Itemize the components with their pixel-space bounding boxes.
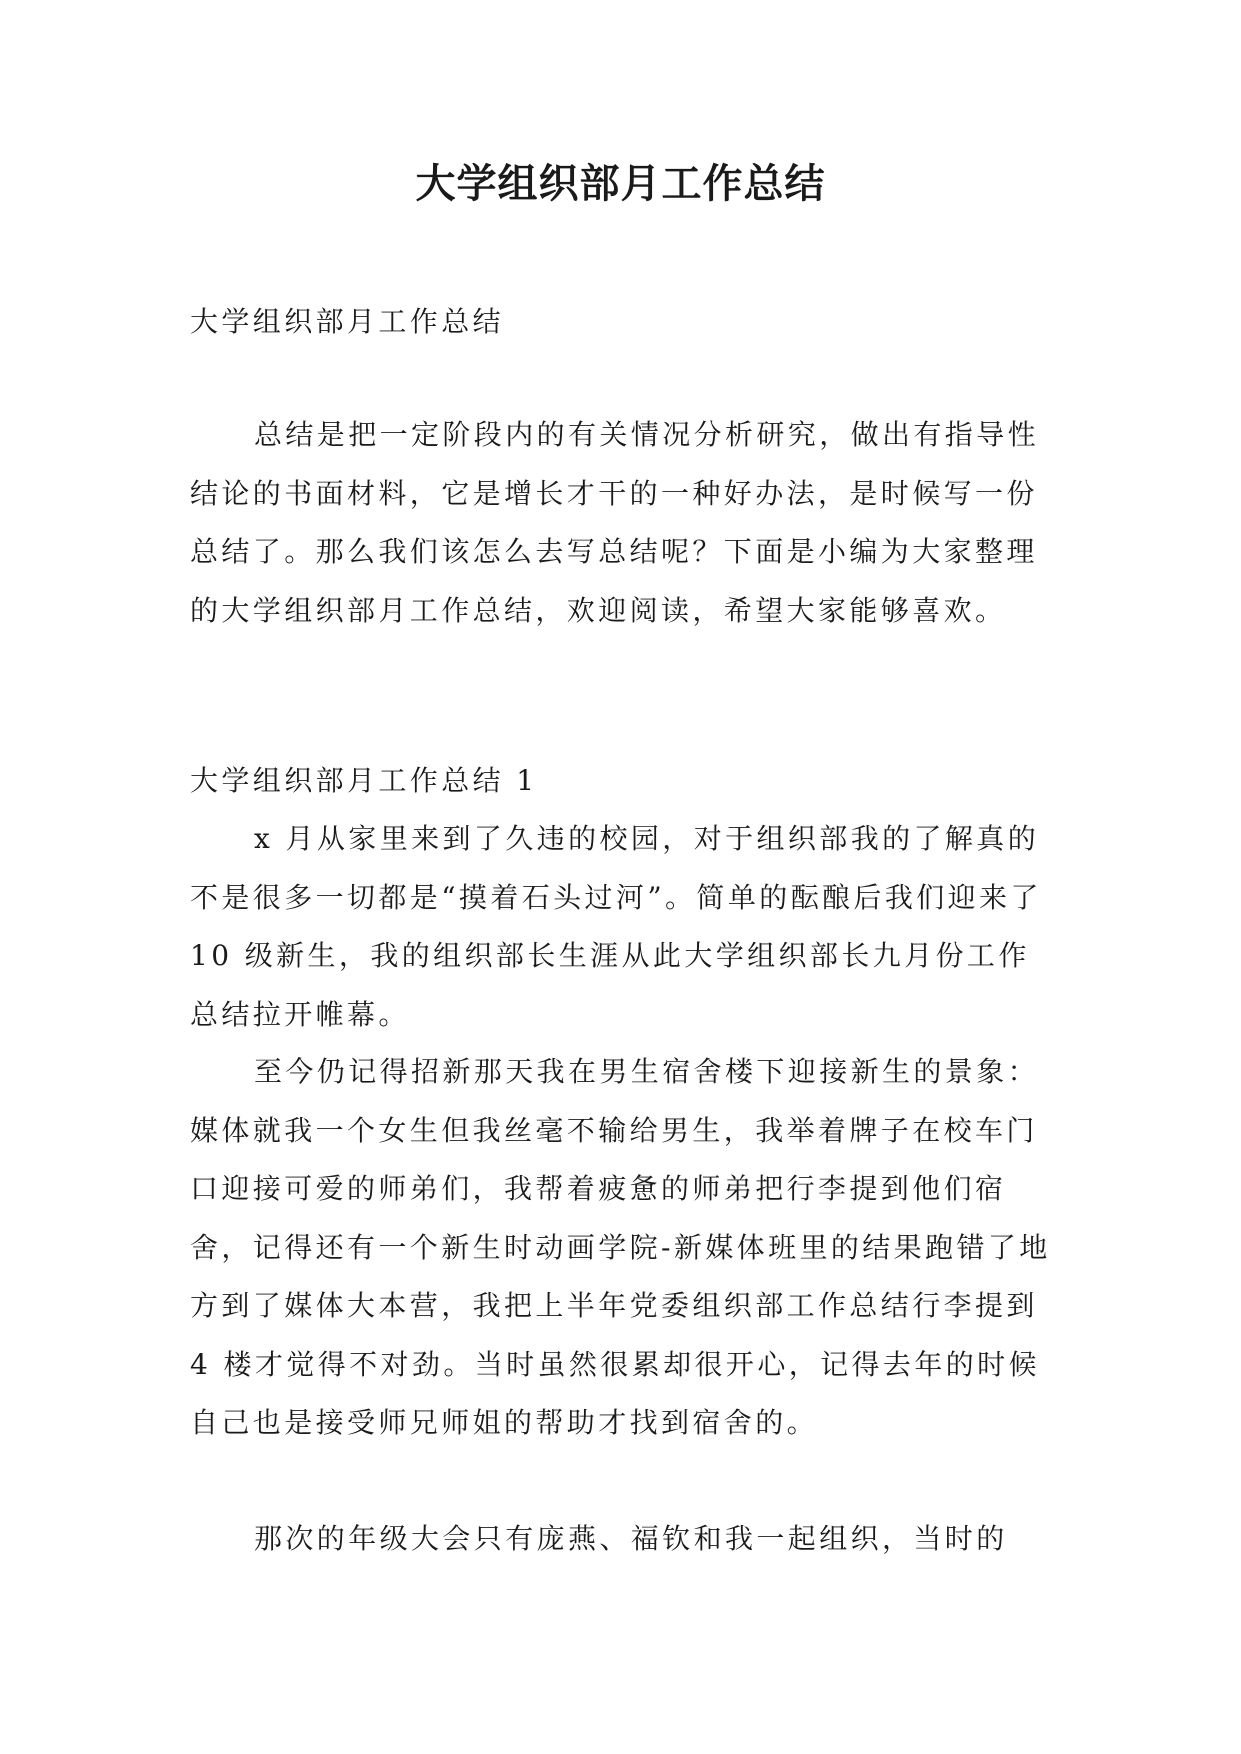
body-paragraph-2: 至今仍记得招新那天我在男生宿舍楼下迎接新生的景象：媒体就我一个女生但我丝毫不输给男生，我举着牌子在校车门口迎接可爱的师弟们，我帮着疲惫的师弟把行李提到他们宿舍，记得还有一个新生时动画学院-新媒体班里的结果跑错了地方到了媒体大本营，我把上半年党委组织部工作总结行李提到 4 楼才觉得不对劲。当时虽然很累却很开心，记得去年的时候自己也是接受师兄师姐的帮助才找到宿舍的。	[190, 1055, 1051, 1439]
document-title: 大学组织部月工作总结	[415, 161, 826, 207]
section-heading: 大学组织部月工作总结 1	[190, 764, 538, 797]
body-paragraph-3: 那次的年级大会只有庞燕、福钦和我一起组织，当时的	[254, 1522, 1008, 1555]
intro-paragraph: 总结是把一定阶段内的有关情况分析研究，做出有指导性结论的书面材料，它是增长才干的一种好办法，是时候写一份总结了。那么我们该怎么去写总结呢？下面是小编为大家整理的大学组织部月工作总结，欢迎阅读，希望大家能够喜欢。	[190, 418, 1040, 627]
document-subtitle: 大学组织部月工作总结	[190, 305, 505, 338]
body-paragraph-1: x 月从家里来到了久违的校园，对于组织部我的了解真的不是很多一切都是“摸着石头过河”。简单的酝酿后我们迎来了 10 级新生，我的组织部长生涯从此大学组织部长九月份工作总结拉开帷幕。	[190, 822, 1042, 1031]
